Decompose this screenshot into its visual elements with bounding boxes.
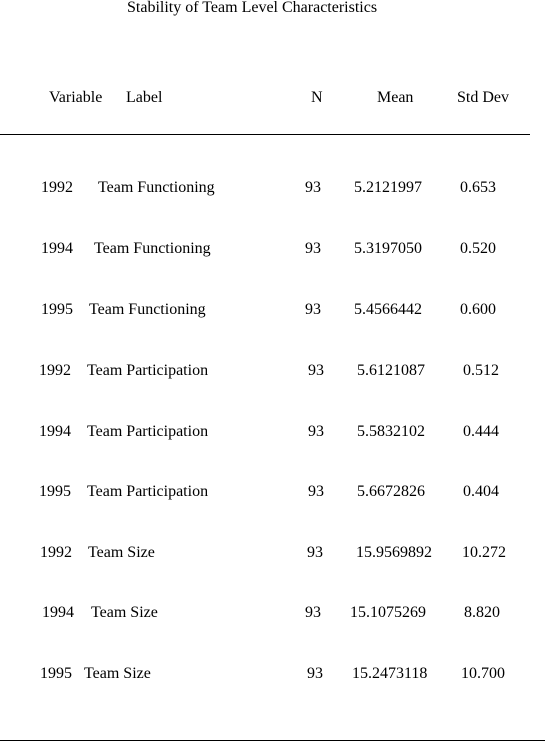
row-n: 93 (308, 362, 324, 379)
row-std-dev: 10.272 (462, 544, 506, 561)
row-year: 1992 (39, 362, 71, 379)
row-year: 1994 (41, 240, 73, 257)
row-n: 93 (307, 665, 323, 682)
row-std-dev: 8.820 (464, 604, 500, 621)
row-label: Team Participation (87, 362, 209, 379)
header-variable: Variable (49, 89, 103, 106)
row-year: 1994 (39, 423, 71, 440)
header-rule (0, 134, 530, 135)
row-std-dev: 0.520 (460, 240, 496, 257)
header-label: Label (126, 89, 163, 106)
row-year: 1992 (41, 179, 73, 196)
row-mean: 5.5832102 (357, 423, 425, 440)
row-year: 1992 (40, 544, 72, 561)
row-n: 93 (308, 423, 324, 440)
row-std-dev: 0.653 (460, 179, 496, 196)
row-label: Team Functioning (89, 301, 206, 318)
row-std-dev: 0.600 (460, 301, 496, 318)
row-n: 93 (305, 179, 321, 196)
row-label: Team Participation (87, 483, 209, 500)
row-label: Team Size (88, 544, 155, 561)
header-mean: Mean (377, 89, 414, 106)
row-std-dev: 0.404 (463, 483, 499, 500)
header-std-dev: Std Dev (457, 89, 509, 106)
row-n: 93 (305, 604, 321, 621)
row-label: Team Functioning (94, 240, 211, 257)
row-mean: 15.1075269 (350, 604, 426, 621)
row-mean: 5.6672826 (357, 483, 425, 500)
row-n: 93 (305, 240, 321, 257)
row-year: 1994 (42, 604, 74, 621)
row-label: Team Functioning (98, 179, 215, 196)
row-n: 93 (308, 483, 324, 500)
row-std-dev: 0.444 (463, 423, 499, 440)
row-label: Team Participation (87, 423, 209, 440)
row-year: 1995 (41, 301, 73, 318)
row-label: Team Size (91, 604, 158, 621)
row-year: 1995 (39, 483, 71, 500)
row-n: 93 (307, 544, 323, 561)
header-n: N (311, 89, 323, 106)
row-mean: 5.4566442 (354, 301, 422, 318)
row-mean: 5.2121997 (354, 179, 422, 196)
row-std-dev: 10.700 (461, 665, 505, 682)
row-mean: 5.6121087 (357, 362, 425, 379)
footer-rule (0, 740, 545, 741)
row-mean: 15.9569892 (356, 544, 432, 561)
row-mean: 5.3197050 (354, 240, 422, 257)
row-year: 1995 (40, 665, 72, 682)
row-n: 93 (305, 301, 321, 318)
row-mean: 15.2473118 (352, 665, 428, 682)
row-label: Team Size (84, 665, 151, 682)
row-std-dev: 0.512 (463, 362, 499, 379)
table-title: Stability of Team Level Characteristics (127, 0, 378, 16)
